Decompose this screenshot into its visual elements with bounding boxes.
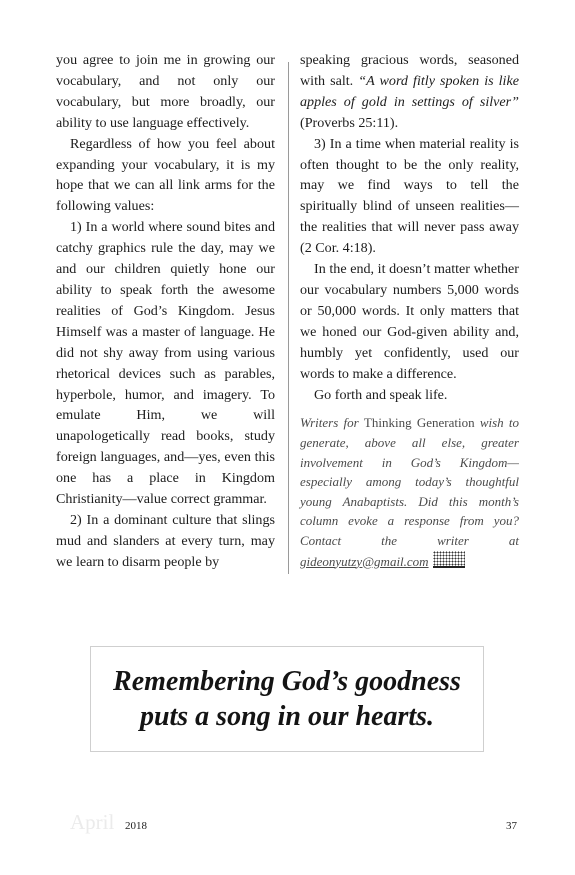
right-column: [300, 50, 519, 571]
scripture-reference: (Proverbs 25:11).: [300, 114, 399, 131]
paragraph: 1) In a world where sound bites and catchy graphics rule the day, may we and our children quietly hone our ability to speak forth the awesome realities of God’s Kingdom. Jesus Himself was a master of language. He did not shy away from using various rhetorical devices such as parables, hyperbole, humor, and imagery. To emulate Him, we will unapologetically read books, study foreign languages, and—yes, even this one has a place in Kingdom Christianity—value correct grammar.: [56, 219, 275, 508]
footer-month: April: [70, 810, 115, 834]
email-link[interactable]: gideonyutzy@gmail.com: [300, 553, 429, 569]
bio-lead: Writers for: [300, 415, 359, 431]
page-number: 37: [506, 820, 517, 832]
paragraph: Go forth and speak life.: [314, 386, 448, 403]
paragraph: [300, 50, 519, 134]
scripture-quote: “A word fitly spoken is like apples of gold in settings of silver”: [300, 72, 519, 110]
left-column: [56, 50, 275, 573]
paragraph: 2) In a dominant culture that slings mud and slanders at every turn, may we learn to disarm people by: [56, 511, 275, 570]
pull-quote-line: puts a song in our hearts.: [139, 701, 435, 732]
pull-quote-box: [90, 646, 484, 752]
paragraph: you agree to join me in growing our vocabulary, and not only our vocabulary, but more broadly, our ability to use language effectively.: [56, 52, 275, 131]
paragraph-text: speaking gracious words, seasoned with salt.: [300, 52, 519, 89]
author-bio: [300, 413, 519, 571]
paragraph: Regardless of how you feel about expanding your vocabulary, it is my hope that we can all link arms for the following values:: [56, 135, 275, 215]
paragraph: In the end, it doesn’t matter whether our vocabulary numbers 5,000 words or 50,000 words. It only matters that we honed our God-given ability and, humbly yet confidently, used our words to make a difference.: [300, 261, 519, 382]
magazine-name: Thinking Generation: [363, 415, 475, 431]
paragraph: 3) In a time when material reality is often thought to be the only reality, may we find ways to tell the spiritually blind of unseen realities—the realities that will never pass away (2 Cor. 4:18).: [300, 135, 519, 257]
bio-text: wish to generate, above all else, greater involvement in God’s Kingdom—especially among today’s thoughtful young Anabaptists. Did this month’s column evoke a response from you? Contact the writer at: [300, 415, 519, 548]
footer-year: 2018: [125, 820, 147, 832]
signature-icon: [433, 551, 465, 568]
pull-quote-line: Remembering God’s goodness: [113, 666, 461, 697]
pull-quote: [107, 664, 467, 734]
column-divider: [288, 62, 289, 574]
